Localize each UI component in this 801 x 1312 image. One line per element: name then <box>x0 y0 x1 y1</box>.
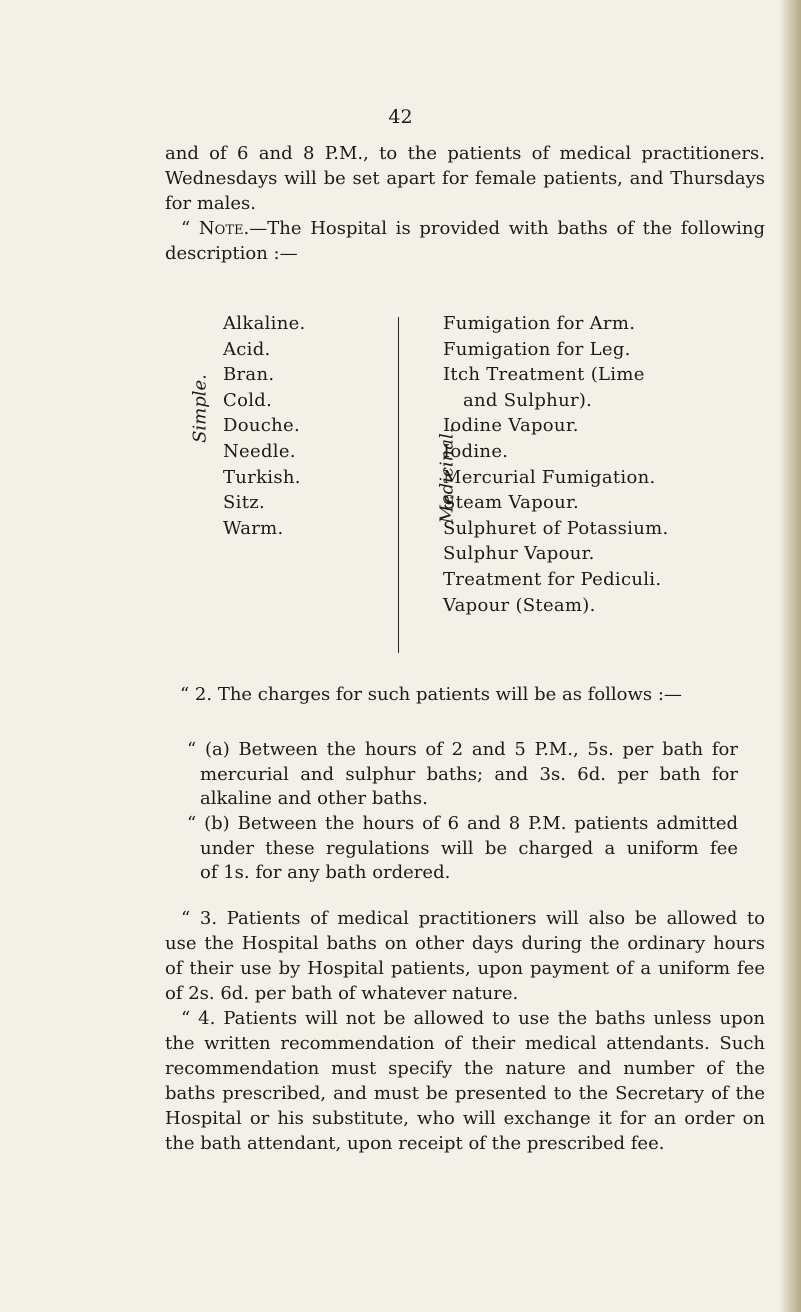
medicinal-bath-item: Itch Treatment (Lime <box>443 364 645 386</box>
clause-2a <box>187 738 738 812</box>
medicinal-bath-item: Iodine. <box>443 440 509 462</box>
clause-line: use the Hospital baths on other days during the ordinary hours <box>165 933 765 954</box>
clause-4 <box>165 1006 765 1156</box>
medicinal-bath-item: Sulphur Vapour. <box>443 543 595 565</box>
simple-bath-item: Bran. <box>223 364 275 386</box>
simple-bath-item: Alkaline. <box>223 313 306 334</box>
simple-baths-label: Simple. <box>189 374 211 443</box>
clause-line: of 1s. for any bath ordered. <box>200 862 451 883</box>
clause-line: alkaline and other baths. <box>200 788 428 809</box>
clause-line: the written recommendation of their medical attendants. Such <box>165 1033 765 1054</box>
simple-bath-item: Needle. <box>223 440 296 462</box>
simple-bath-item: Sitz. <box>223 492 266 514</box>
clause-line: of their use by Hospital patients, upon payment of a uniform fee <box>165 958 765 979</box>
medicinal-bath-item: Fumigation for Arm. <box>443 313 636 334</box>
clause-line: the bath attendant, upon receipt of the prescribed fee. <box>165 1133 665 1154</box>
simple-bath-item: Douche. <box>223 415 301 437</box>
column-divider <box>398 317 399 653</box>
clause-line: mercurial and sulphur baths; and 3s. 6d. per bath for <box>200 763 738 785</box>
clause-line: “ 3. Patients of medical practitioners will also be allowed to <box>181 908 765 929</box>
page-edge-shadow <box>779 0 801 1312</box>
intro-line: Wednesdays will be set apart for female patients, and Thursdays <box>165 168 765 189</box>
note-quote: “ <box>181 218 199 239</box>
simple-bath-item: Turkish. <box>223 466 301 488</box>
medicinal-bath-item: and Sulphur). <box>463 389 593 411</box>
simple-bath-item: Cold. <box>223 389 273 411</box>
note-line <box>165 216 765 241</box>
medicinal-baths-list <box>421 311 781 618</box>
page-number: 42 <box>388 106 413 128</box>
intro-line: for males. <box>165 193 256 214</box>
note-text: .—The Hospital is provided with baths of the following <box>243 218 765 239</box>
clause-line: baths prescribed, and must be presented to the Secretary of the <box>165 1083 765 1104</box>
medicinal-bath-item: Iodine Vapour. <box>443 415 579 437</box>
medicinal-bath-item: Fumigation for Leg. <box>443 338 631 360</box>
simple-bath-item: Warm. <box>223 517 284 539</box>
clause-line: “ (a) Between the hours of 2 and 5 P.M., 5s. per bath for <box>187 739 738 760</box>
clause-2-heading <box>180 682 740 707</box>
medicinal-bath-item: Vapour (Steam). <box>443 594 596 616</box>
clause-line: under these regulations will be charged a uniform fee <box>200 837 738 859</box>
clause-line: “ (b) Between the hours of 6 and 8 P.M. patients admitted <box>187 813 738 834</box>
clause-line: recommendation must specify the nature and number of the <box>165 1058 765 1079</box>
medicinal-bath-item: Mercurial Fumigation. <box>443 466 656 488</box>
simple-baths-list <box>203 311 393 541</box>
medicinal-bath-item: Sulphuret of Potassium. <box>443 517 669 539</box>
note-label: Note <box>198 218 244 239</box>
medicinal-bath-item: Steam Vapour. <box>443 492 580 514</box>
simple-bath-item: Acid. <box>223 338 271 360</box>
medicinal-bath-item: Treatment for Pediculi. <box>443 568 662 590</box>
clause-line: “ 2. The charges for such patients will be as follows :— <box>180 684 682 705</box>
intro-line: description :— <box>165 243 298 264</box>
intro-paragraph <box>165 141 765 266</box>
clause-line: Hospital or his substitute, who will exchange it for an order on <box>165 1108 765 1129</box>
intro-line: and of 6 and 8 P.M., to the patients of medical practitioners. <box>165 143 765 164</box>
clause-line: of 2s. 6d. per bath of whatever nature. <box>165 983 519 1004</box>
clause-2b <box>187 812 738 886</box>
medicinal-baths-label: Medicinal. <box>436 427 458 524</box>
clause-3 <box>165 906 765 1006</box>
clause-line: “ 4. Patients will not be allowed to use the baths unless upon <box>181 1008 765 1029</box>
